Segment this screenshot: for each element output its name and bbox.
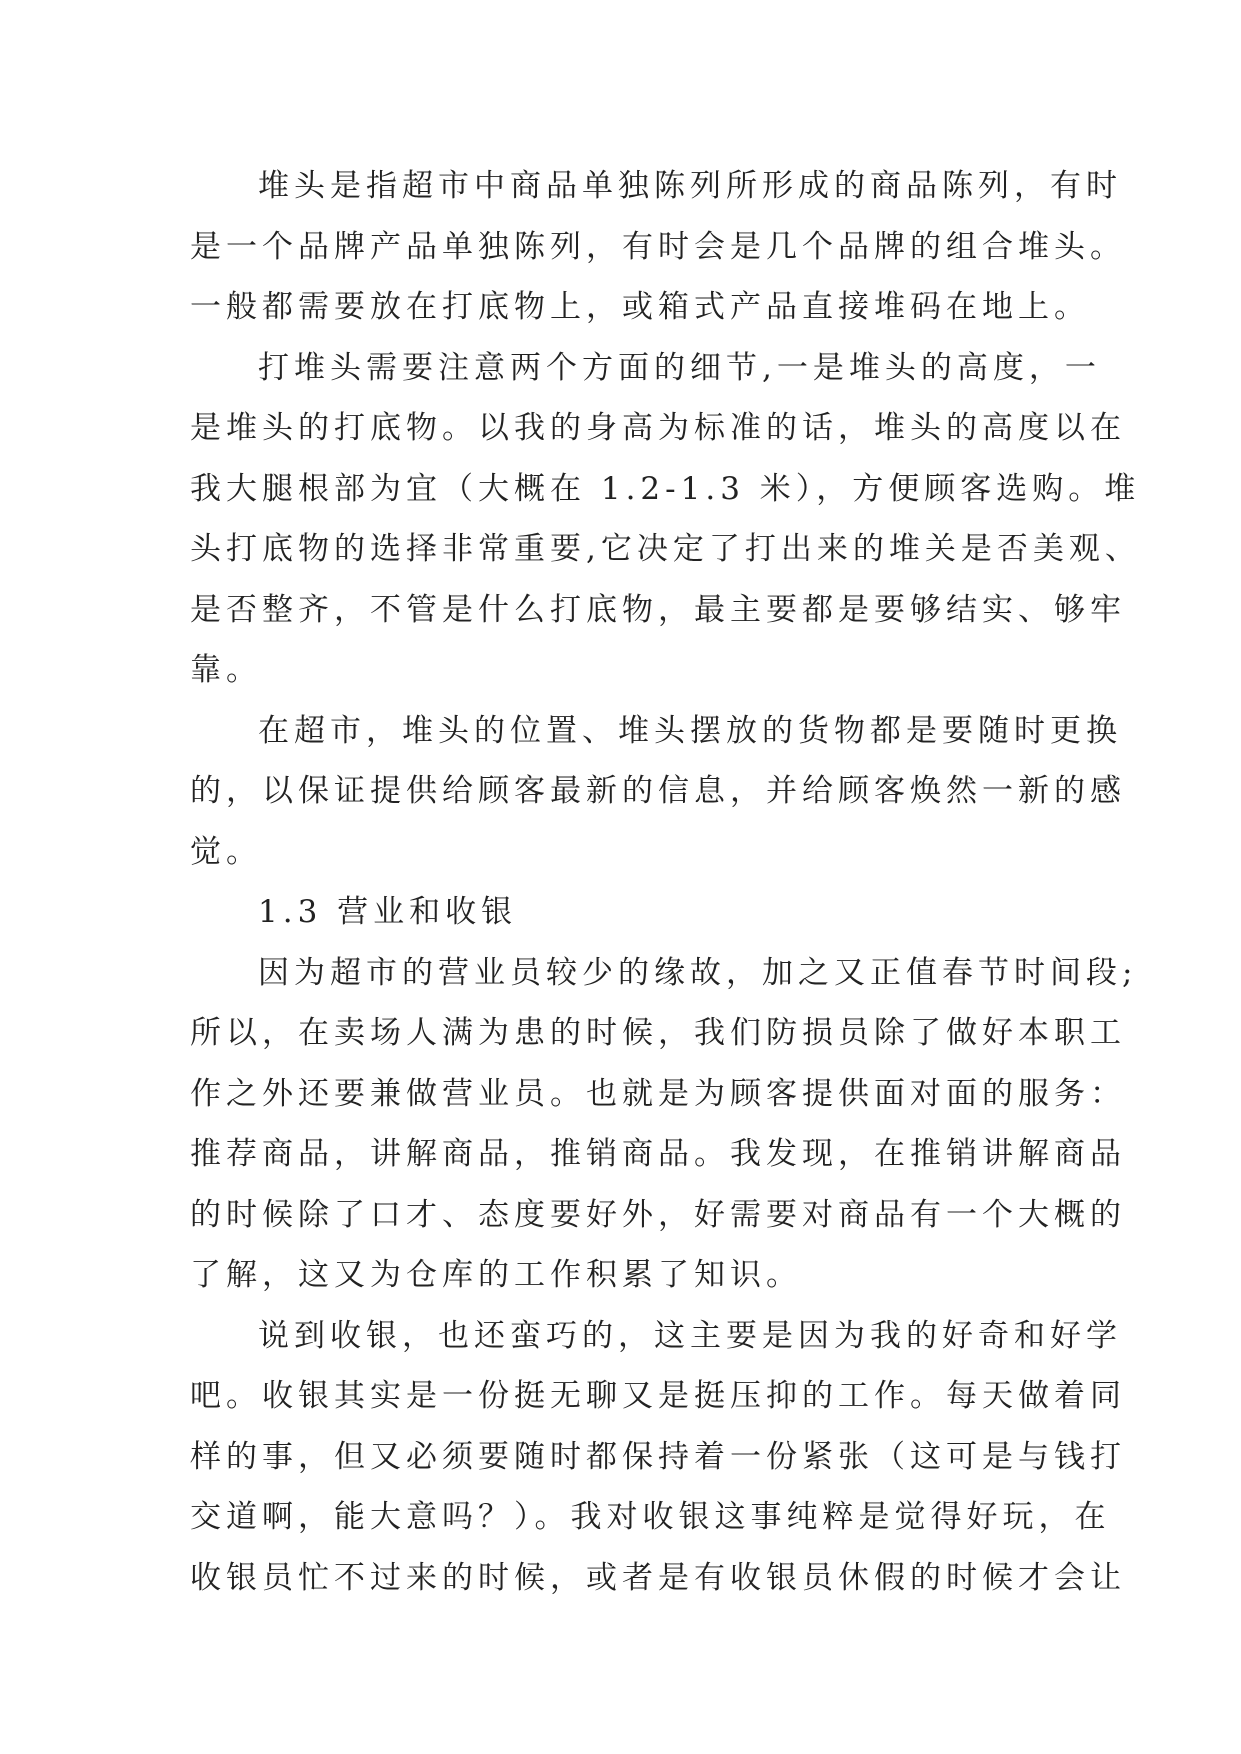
text-line: 的，以保证提供给顾客最新的信息，并给顾客焕然一新的感 <box>190 773 1126 809</box>
text-line: 说到收银，也还蛮巧的，这主要是因为我的好奇和好学 <box>258 1317 1122 1354</box>
paragraph-sales-work <box>190 943 1138 1306</box>
text-line: 了解，这又为仓库的工作积累了知识。 <box>190 1257 802 1293</box>
text-line: 我大腿根部为宜（大概在 1.2-1.3 米），方便顾客选购。堆 <box>190 470 1141 507</box>
text-line: 吧。收银其实是一份挺无聊又是挺压抑的工作。每天做着同 <box>190 1378 1126 1414</box>
text-line: 堆头是指超市中商品单独陈列所形成的商品陈列，有时 <box>258 168 1122 204</box>
text-line: 作之外还要兼做营业员。也就是为顾客提供面对面的服务： <box>190 1075 1126 1112</box>
text-line: 因为超市的营业员较少的缘故，加之又正值春节时间段; <box>258 954 1138 991</box>
text-line: 是堆头的打底物。以我的身高为标准的话，堆头的高度以在 <box>190 410 1126 446</box>
text-line: 所以，在卖场人满为患的时候，我们防损员除了做好本职工 <box>190 1015 1126 1051</box>
text-line: 靠。 <box>190 652 262 688</box>
text-line: 是一个品牌产品单独陈列，有时会是几个品牌的组合堆头。 <box>190 228 1126 265</box>
paragraph-endcap-details <box>190 338 1141 701</box>
text-line: 头打底物的选择非常重要,它决定了打出来的堆关是否美观、 <box>190 531 1141 567</box>
text-line: 打堆头需要注意两个方面的细节,一是堆头的高度，一 <box>258 349 1101 386</box>
text-line: 一般都需要放在打底物上，或箱式产品直接堆码在地上。 <box>190 289 1090 325</box>
paragraph-cashier <box>190 1306 1126 1609</box>
text-line: 收银员忙不过来的时候，或者是有收银员休假的时候才会让 <box>190 1559 1126 1596</box>
section-heading-text: 1.3 营业和收银 <box>258 894 518 930</box>
text-line: 样的事，但又必须要随时都保持着一份紧张（这可是与钱打 <box>190 1438 1126 1475</box>
body-text <box>190 156 1141 1608</box>
paragraph-endcap-replacement <box>190 701 1126 883</box>
section-heading <box>190 882 1068 943</box>
text-line: 交道啊，能大意吗？）。我对收银这事纯粹是觉得好玩，在 <box>190 1499 1111 1535</box>
text-line: 觉。 <box>190 833 262 870</box>
text-line: 的时候除了口才、态度要好外，好需要对商品有一个大概的 <box>190 1196 1126 1233</box>
text-line: 是否整齐，不管是什么打底物，最主要都是要够结实、够牢 <box>190 591 1126 628</box>
text-line: 在超市，堆头的位置、堆头摆放的货物都是要随时更换 <box>258 712 1122 749</box>
text-line: 推荐商品，讲解商品，推销商品。我发现，在推销讲解商品 <box>190 1136 1126 1172</box>
paragraph-endcap-definition <box>190 156 1126 338</box>
